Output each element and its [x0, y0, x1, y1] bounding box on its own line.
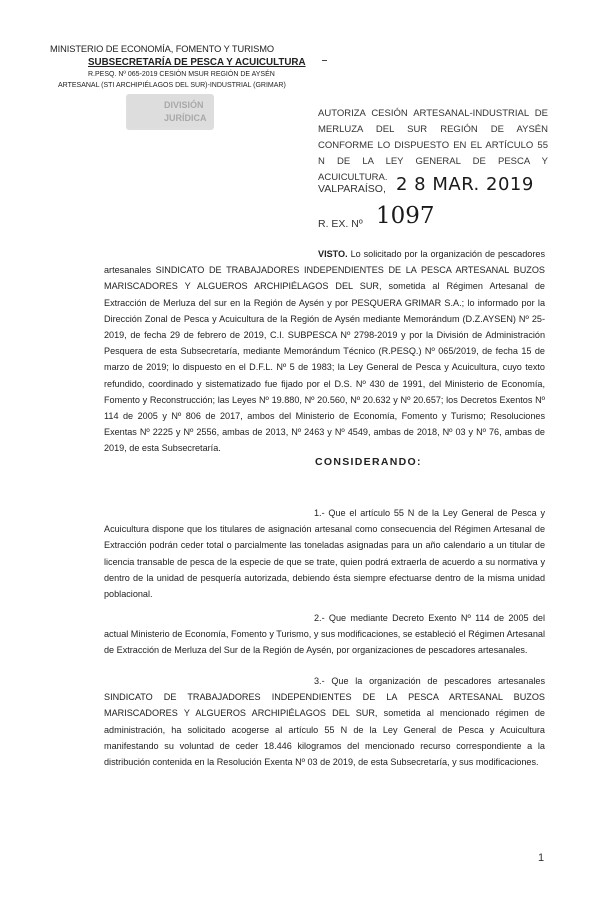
visto-paragraph	[104, 246, 545, 457]
reference-line-1: R.PESQ. Nº 065-2019 CESIÓN MSUR REGIÓN DE AYSÉN	[88, 71, 275, 78]
considerando-paragraph-1	[104, 505, 545, 602]
considerando-p1-text: 1.- Que el artículo 55 N de la Ley General de Pesca y Acuicultura dispone que los titulares de asignación artesanal como consecuencia del Régimen Artesanal de Extracción podrán ceder total o parcialmente las toneladas asignadas para un año calendario a un titular de licencia transable de pesca de la especie de que se trate, quien podrá extraerla de acuerdo a su normativa y dentro de la unidad de pesquería autorizada, debiendo ésta siempre efectuarse dentro de la misma unidad poblacional.	[104, 508, 545, 600]
resolution-number: 1097	[376, 203, 435, 229]
margin-mark	[322, 60, 327, 61]
reference-line-2: ARTESANAL (STI ARCHIPIÉLAGOS DEL SUR)-INDUSTRIAL (GRIMAR)	[58, 82, 286, 89]
considerando-heading: CONSIDERANDO:	[315, 456, 422, 468]
subsecretaria-name: SUBSECRETARÍA DE PESCA Y ACUICULTURA	[88, 57, 306, 68]
page-number: 1	[538, 852, 545, 864]
date-stamp: 2 8 MAR. 2019	[396, 174, 534, 195]
division-juridica-stamp	[126, 94, 214, 130]
considerando-p2-text: 2.- Que mediante Decreto Exento Nº 114 de 2005 del actual Ministerio de Economía, Fomento y Turismo, y sus modificaciones, se estableció el Régimen Artesanal de Extracción de Merluza del Sur de la Región de Aysén, por organizaciones de pescadores artesanales.	[104, 613, 545, 656]
resolution-title: AUTORIZA CESIÓN ARTESANAL-INDUSTRIAL DE MERLUZA DEL SUR REGIÓN DE AYSÉN CONFORME LO DISPUESTO EN EL ARTÍCULO 55 N DE LA LEY GENERAL DE PESCA Y ACUICULTURA.	[318, 108, 548, 183]
considerando-paragraph-3	[104, 673, 545, 770]
ministry-name: MINISTERIO DE ECONOMÍA, FOMENTO Y TURISMO	[50, 44, 275, 54]
stamp-line-2: JURÍDICA	[164, 113, 207, 123]
visto-heading: VISTO.	[318, 249, 348, 259]
date-label: VALPARAÍSO,	[318, 183, 386, 195]
considerando-paragraph-2	[104, 610, 545, 659]
resolution-number-label: R. EX. Nº	[318, 218, 363, 230]
stamp-line-1: DIVISIÓN	[164, 100, 204, 110]
considerando-p3-text: 3.- Que la organización de pescadores artesanales SINDICATO DE TRABAJADORES INDEPENDIENTES DE LA PESCA ARTESANAL BUZOS MARISCADORES Y ALGUEROS ARCHIPIÉLAGOS DEL SUR, sometida al mencionado régimen de administración, ha solicitado acogerse al artículo 55 N de la Ley General de Pesca y Acuicultura manifestando su voluntad de ceder 18.446 kilogramos del mencionado recurso correspondiente a la distribución contenida en la Resolución Exenta Nº 03 de 2019, de esta Subsecretaría, y sus modificaciones.	[104, 676, 545, 768]
visto-text: Lo solicitado por la organización de pescadores artesanales SINDICATO DE TRABAJADORES INDEPENDIENTES DE LA PESCA ARTESANAL BUZOS MARISCADORES Y ALGUEROS ARCHIPIÉLAGOS DEL SUR, sometida al Régimen Artesanal de Extracción de Merluza del sur en la Región de Aysén y por PESQUERA GRIMAR S.A.; lo informado por la Dirección Zonal de Pesca y Acuicultura de la Región de Aysén mediante Memorándum (D.Z.AYSEN) Nº 25-2019, de fecha 29 de febrero de 2019, C.I. SUBPESCA Nº 2798-2019 y por la División de Administración Pesquera de esta Subsecretaría, mediante Memorándum Técnico (R.PESQ.) Nº 065/2019, de fecha 15 de marzo de 2019; lo dispuesto en el D.F.L. Nº 5 de 1983; la Ley General de Pesca y Acuicultura, cuyo texto refundido, coordinado y sistematizado fue fijado por el D.S. Nº 430 de 1991, del Ministerio de Economía, Fomento y Reconstrucción; las Leyes Nº 19.880, Nº 20.560, Nº 20.632 y Nº 20.657; los Decretos Exentos Nº 114 de 2005 y Nº 806 de 2017, ambos del Ministerio de Economía, Fomento y Turismo; Resoluciones Exentas Nº 2225 y Nº 2556, ambas de 2013, Nº 2463 y Nº 4549, ambas de 2018, Nº 03 y Nº 76, ambas de 2019, de esta Subsecretaría.	[104, 249, 545, 454]
